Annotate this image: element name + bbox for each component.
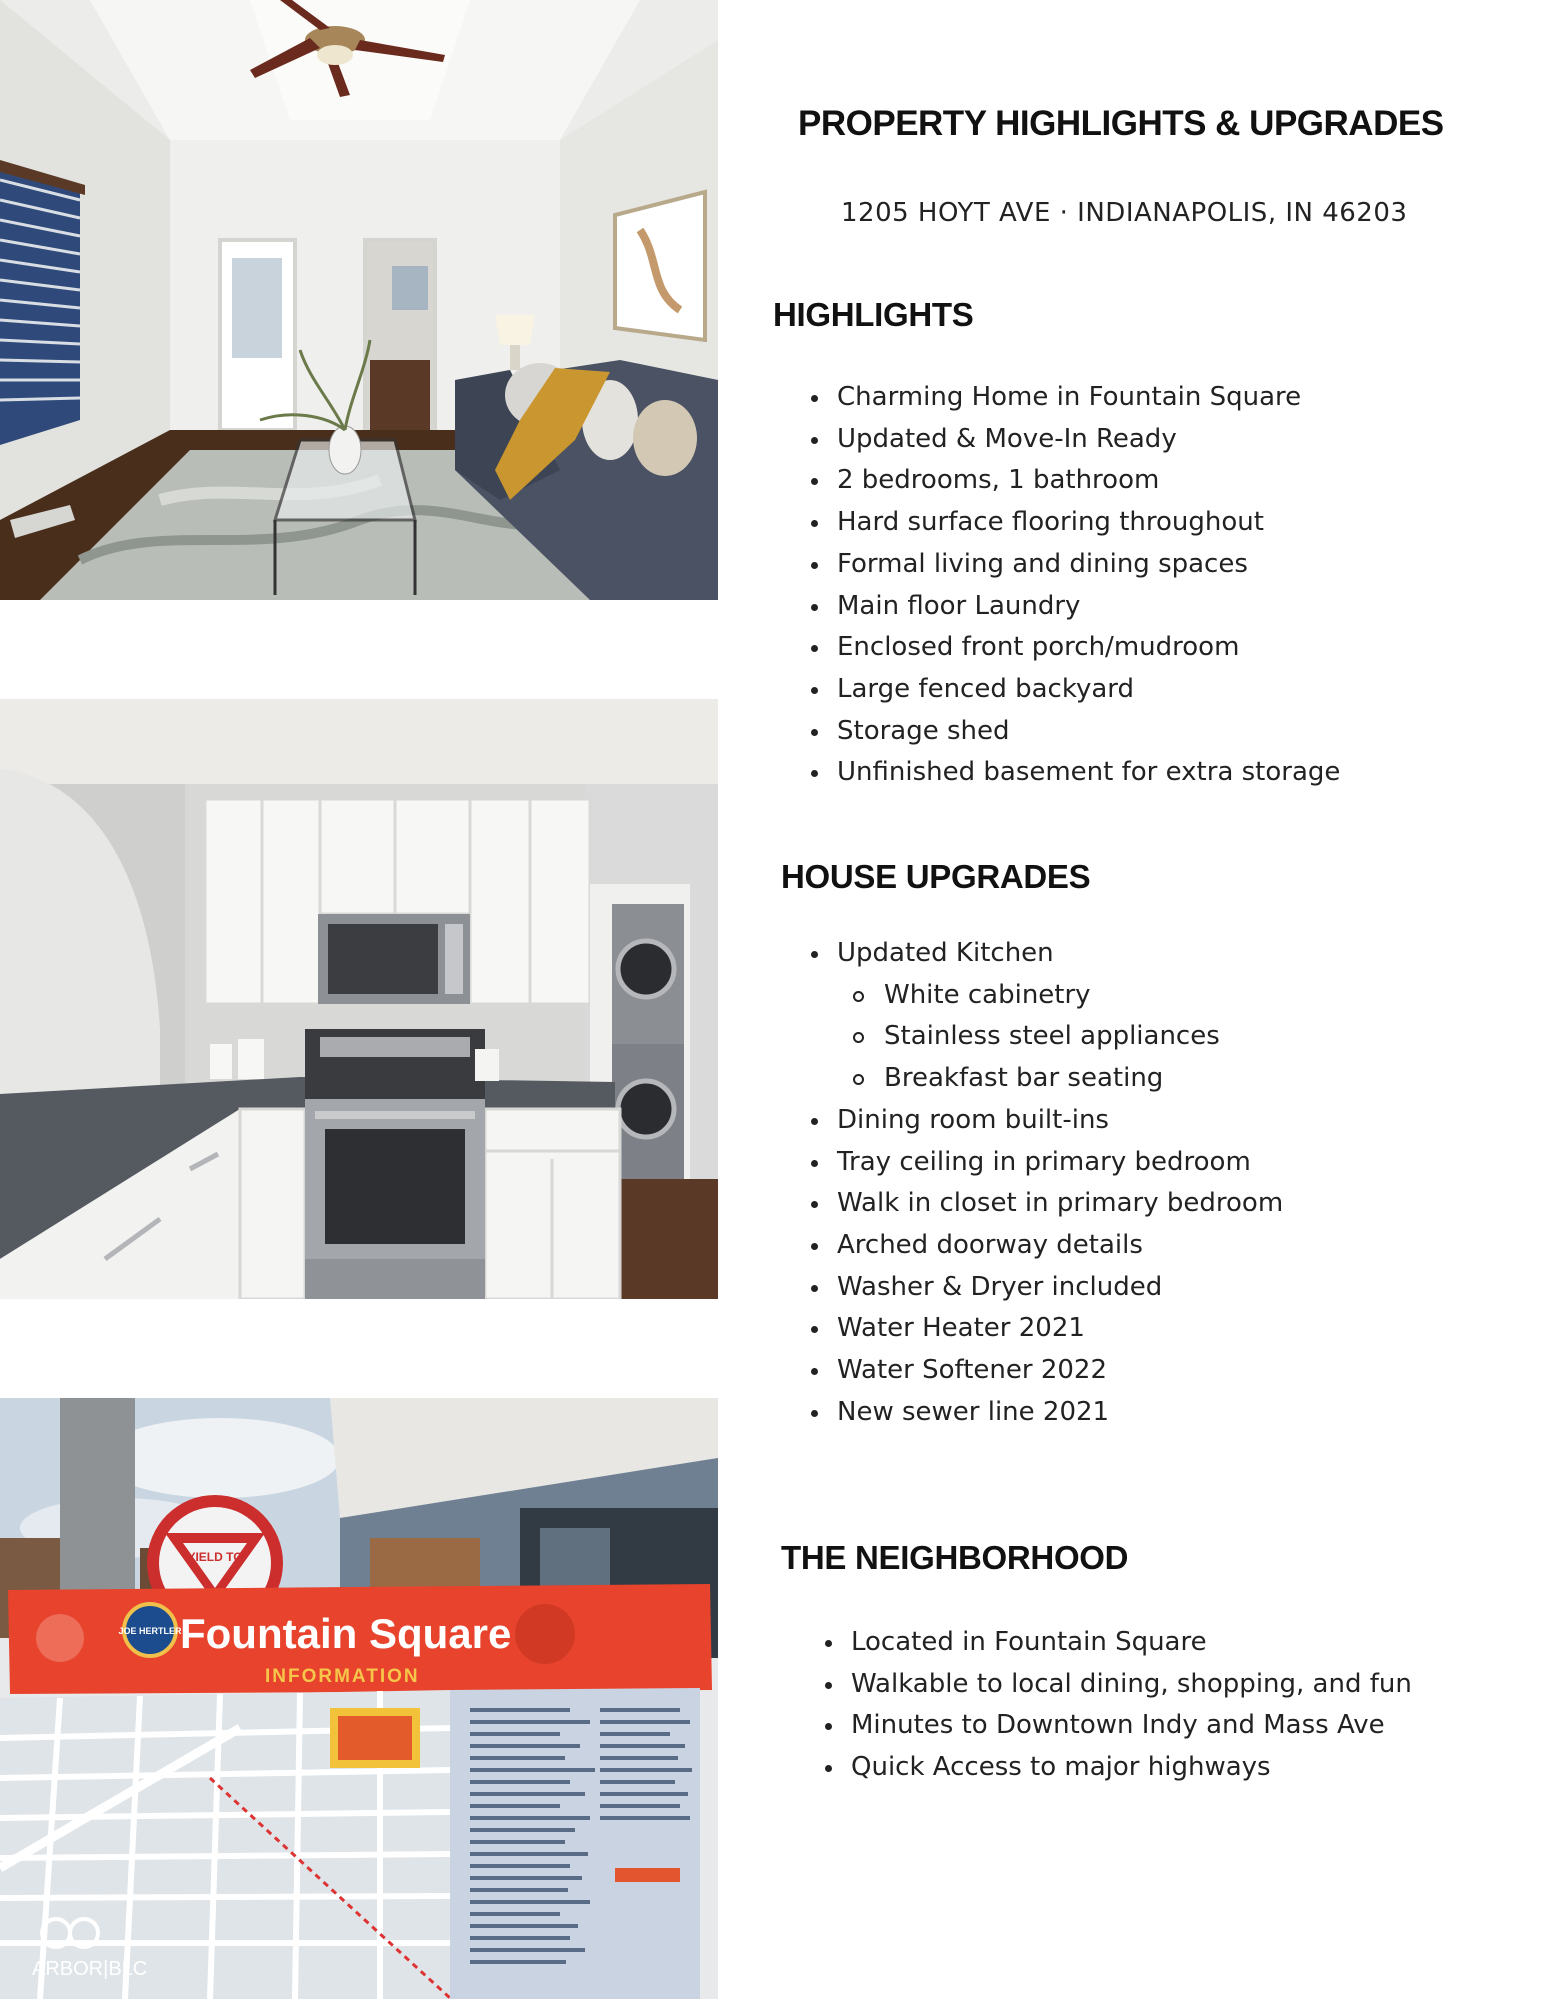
list-item: Located in Fountain Square (820, 1622, 1412, 1664)
neighborhood-heading: THE NEIGHBORHOOD (781, 1539, 1129, 1576)
kitchen-photo (0, 699, 718, 1299)
list-item: Unfinished basement for extra storage (806, 752, 1340, 794)
kitchen-image (0, 699, 718, 1299)
list-item: Formal living and dining spaces (806, 544, 1340, 586)
sub-list-item: White cabinetry (806, 975, 1283, 1017)
living-room-image (0, 0, 718, 600)
list-item: Washer & Dryer included (806, 1267, 1283, 1309)
living-room-photo (0, 0, 718, 600)
right-column (718, 0, 1545, 1999)
upgrades-list (806, 933, 1283, 1433)
list-item: Large fenced backyard (806, 669, 1340, 711)
list-item: Tray ceiling in primary bedroom (806, 1142, 1283, 1184)
list-item: Quick Access to major highways (820, 1747, 1412, 1789)
list-item: Updated Kitchen (806, 933, 1283, 975)
map-sign-image (0, 1398, 718, 1999)
fountain-square-map-photo (0, 1398, 718, 1999)
property-address: 1205 HOYT AVE · INDIANAPOLIS, IN 46203 (841, 198, 1408, 228)
list-item: 2 bedrooms, 1 bathroom (806, 460, 1340, 502)
yield-sign-text: YIELD TO (187, 1550, 243, 1564)
house-upgrades-heading: HOUSE UPGRADES (781, 858, 1091, 895)
sign-title: Fountain Square (180, 1610, 512, 1657)
list-item: Hard surface flooring throughout (806, 502, 1340, 544)
list-item: Minutes to Downtown Indy and Mass Ave (820, 1705, 1412, 1747)
list-item: Main floor Laundry (806, 586, 1340, 628)
list-item: Dining room built-ins (806, 1100, 1283, 1142)
list-item: Enclosed front porch/mudroom (806, 627, 1340, 669)
neighborhood-list (820, 1622, 1412, 1789)
list-item: Updated & Move-In Ready (806, 419, 1340, 461)
highlights-heading: HIGHLIGHTS (773, 296, 974, 333)
sign-subtitle: INFORMATION (265, 1666, 420, 1687)
list-item: Water Softener 2022 (806, 1350, 1283, 1392)
list-item: Arched doorway details (806, 1225, 1283, 1267)
list-item: Water Heater 2021 (806, 1308, 1283, 1350)
svg-text:JOE HERTLER: JOE HERTLER (118, 1626, 182, 1636)
highlights-list (806, 377, 1340, 794)
list-item: New sewer line 2021 (806, 1392, 1283, 1434)
list-item: Storage shed (806, 711, 1340, 753)
page-title: PROPERTY HIGHLIGHTS & UPGRADES (798, 104, 1444, 143)
sub-list-item: Breakfast bar seating (806, 1058, 1283, 1100)
list-item: Walkable to local dining, shopping, and fun (820, 1664, 1412, 1706)
logo-text: ARBOR|BLC (32, 1958, 148, 1980)
sub-list-item: Stainless steel appliances (806, 1016, 1283, 1058)
list-item: Walk in closet in primary bedroom (806, 1183, 1283, 1225)
list-item: Charming Home in Fountain Square (806, 377, 1340, 419)
